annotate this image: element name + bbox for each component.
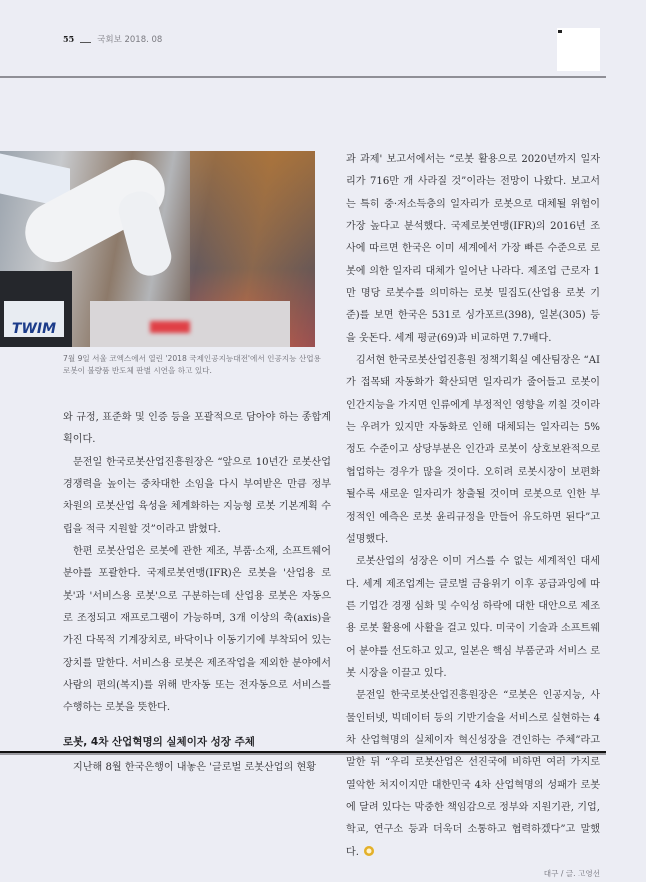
paragraph-text: 문전일 한국로봇산업진흥원장은 “로봇은 인공지능, 사물인터넷, 빅데이터 등의 기반기술을 서비스로 실현하는 4차 산업혁명의 실체이자 혁신성장을 견인하는 주체”라고 말한 뒤 “우리 로봇산업은 선진국에 비하면 여러 가지로 열악한 처지이지만 대한민국 4차 산업혁명의 성패가 로봇에 달려 있다는 막중한 책임감으로 정부와 지원기관, 기업, 학교, 연구소 등과 더욱더 소통하고 협력하겠다”고 말했다. [346, 690, 600, 858]
corner-mark-icon [558, 30, 562, 33]
paragraph: 와 규정, 표준화 및 인증 등을 포괄적으로 담아야 하는 종합계획이다. [63, 412, 331, 446]
footer-divider [0, 751, 606, 755]
paragraph: 김서현 한국로봇산업진흥원 정책기획실 예산팀장은 “AI가 접목돼 자동화가 확산되면 일자리가 줄어들고 로봇이 인간지능을 가지면 인류에게 부정적인 영향을 끼칠 것이라는 우려가 있지만 자동화로 인해 대체되는 일자리는 5% 정도 수준이고 상당부분은 인간과 로봇이 상호보완적으로 협업하는 경우가 많을 것이다. 오히려 로봇시장이 보편화될수록 새로운 일자리가 창출될 것이며 로봇으로 인한 부정적인 예측은 로봇 윤리규정을 만들어 유도하면 된다”고 설명했다. [346, 355, 600, 545]
section-subheading: 로봇, 4차 산업혁명의 실체이자 성장 주체 [63, 735, 255, 748]
photo-caption: 7월 9일 서울 코엑스에서 열린 '2018 국제인공지능대전'에서 인공지능 산업용 로봇이 불량품 반도체 판별 시연을 하고 있다. [63, 354, 321, 375]
running-header [63, 33, 162, 45]
final-paragraph [346, 685, 600, 864]
right-column [346, 149, 600, 882]
paragraph: 문전일 한국로봇산업진흥원장은 “앞으로 10년간 로봇산업 경쟁력을 높이는 중차대한 소임을 다시 부여받은 만큼 정부 차원의 로봇산업 육성을 체계화하는 지능형 로봇 기본계획 수립을 적극 지원할 것”이라고 밝혔다. [63, 456, 331, 535]
robot-arm-joint [115, 187, 176, 279]
page-number: 55 [63, 34, 75, 44]
paragraph: 과 과제' 보고서에서는 “로봇 활용으로 2020년까지 일자리가 716만 개 사라질 것”이라는 전망이 나왔다. 보고서는 특히 중·저소득층의 일자리가 로봇으로 대체될 위험이 가장 높다고 분석했다. 국제로봇연맹(IFR)의 2016년 조사에 따르면 한국은 이미 세계에서 가장 빠른 수준으로 로봇에 의한 일자리 대체가 일어난 나라다. 제조업 근로자 1만 명당 로봇수를 의미하는 로봇 밀집도(산업용 로봇 기준)를 보면 한국은 531로 싱가포르(398), 일본(305) 등을 웃돈다. 세계 평균(69)과 비교하면 7.7배다. [346, 154, 600, 344]
paragraph: 로봇산업의 성장은 이미 거스를 수 없는 세계적인 대세다. 세계 제조업계는 글로벌 금융위기 이후 공급과잉에 따른 기업간 경쟁 심화 및 수익성 하락에 대한 대안으로 제조용 로봇 활용에 사활을 걸고 있다. 미국이 기술과 소프트웨어 분야를 선도하고 있고, 일본은 핵심 부품군과 서비스 로봇 시장을 이끌고 있다. [346, 556, 600, 679]
corner-tab [557, 28, 600, 71]
byline: 대구 / 글. 고영선 [543, 869, 600, 878]
header-dash [80, 42, 91, 43]
header-divider [0, 76, 606, 78]
publication-title: 국회보 2018. 08 [97, 35, 163, 45]
paragraph: 한편 로봇산업은 로봇에 관한 제조, 부품·소재, 소프트웨어 분야를 포괄한다. 국제로봇연맹(IFR)은 로봇을 '산업용 로봇'과 '서비스용 로봇'으로 구분하는데 산업용 로봇은 자동으로 조정되고 재프로그램이 가능하며, 3개 이상의 축(axis)을 가진 다목적 기계장치로, 바닥이나 이동기기에 부착되어 있는 장치를 말한다. 서비스용 로봇은 제조작업을 제외한 분야에서 사람의 편의(복지)를 위해 반자동 또는 전자동으로 서비스를 수행하는 로봇을 뜻한다. [63, 546, 331, 714]
demo-table [90, 301, 290, 347]
flower-icon [364, 846, 374, 856]
paragraph: 지난해 8월 한국은행이 내놓은 '글로벌 로봇산업의 현황 [73, 761, 316, 773]
article-photo [0, 151, 315, 347]
robot-brand-label: TWIM [4, 301, 64, 337]
red-light [150, 321, 190, 333]
left-column [63, 407, 331, 779]
